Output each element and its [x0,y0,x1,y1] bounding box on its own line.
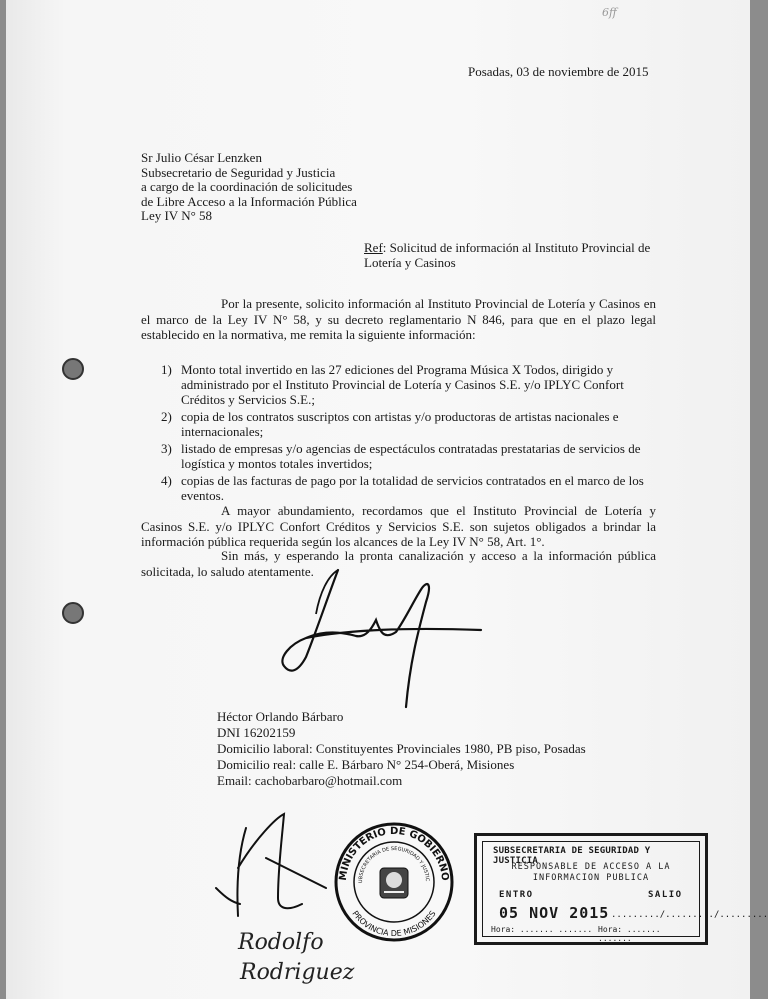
document-page [6,0,768,999]
stamp-subtitle-line: INFORMACION PUBLICA [532,873,650,883]
item-text: listado de empresas y/o agencias de espectáculos contratadas prestatarias de servicios de logística y montos totales invertidos; [181,441,641,471]
seal-bottom-text: PROVINCIA DE MISIONES [350,909,438,939]
item-text: Monto total invertido en las 27 ediciones del Programa Música X Todos, dirigido y administrado por el Instituto Provincial de Lotería y Casinos S.E. y/o IPLYC Confort Créditos y Servicios S.E.; [181,362,624,407]
seal-inner-text: UBSECRETARIA DE SEGURIDAD Y JUSTIC [357,845,431,884]
recipient-line: a cargo de la coordinación de solicitudes [141,179,353,194]
sender-dni: DNI 16202159 [217,725,296,740]
coat-of-arms-icon [380,868,408,898]
stamp-subtitle-line: RESPONSABLE DE ACCESO A LA [511,862,671,872]
stamp-entry-date: 05 NOV 2015 [499,904,610,922]
svg-text:PROVINCIA DE MISIONES [350,909,437,938]
receiver-signature [206,808,336,928]
receipt-stamp-inner [482,841,768,943]
list-item [156,362,658,407]
receiver-name-handwritten-1: Rodolfo [238,930,324,955]
recipient-line: Subsecretario de Seguridad y Justicia [141,164,336,180]
intro-paragraph: Por la presente, solicito información al Instituto Provincial de Lotería y Casinos en el marco de la Ley IV N° 58, y su decreto reglamentario N 846, para que en el plazo legal establecido en la normativa, me remita la siguiente información: [141,296,656,342]
item-text: copia de los contratos suscriptos con artistas y/o productoras de artistas nacionales e internacionales; [181,409,619,439]
item-number: 4) [161,473,172,488]
sender-signature [276,562,486,712]
sender-email: Email: cachobarbaro@hotmail.com [217,773,403,788]
recipient-line: Ley IV N° 58 [141,208,213,223]
seal-outer-text: MINISTERIO DE GOBIERNO [337,825,451,882]
request-list [156,362,658,505]
corner-handwriting: 6ff [602,6,617,19]
item-text: copias de las facturas de pago por la totalidad de servicios contratados en el marco de los eventos. [181,473,644,503]
item-number: 1) [161,362,172,377]
closing-paragraph: Sin más, y esperando la pronta canalización y acceso a la información pública solicitada, lo saludo atentamente. [141,548,656,579]
stamp-hora-exit: Hora: ....... ....... [598,925,661,943]
reference-line [364,240,664,270]
reference-label: Ref [364,240,383,255]
list-item [156,409,658,439]
sender-block [217,709,586,789]
reference-text: : Solicitud de información al Instituto Provincial de Lotería y Casinos [364,240,651,270]
punch-hole-bottom [62,602,84,624]
ministry-round-seal [332,820,456,944]
date-line: Posadas, 03 de noviembre de 2015 [468,64,649,79]
sender-name: Héctor Orlando Bárbaro [217,709,344,724]
recipient-block [141,151,357,224]
second-paragraph: A mayor abundamiento, recordamos que el Instituto Provincial de Lotería y Casinos S.E. y/o IPLYC Confort Créditos y Servicios S.E. son sujetos obligados a brindar la información pública requerida según los alcances de la Ley IV N° 58, Art. 1°. [141,503,656,549]
receiver-name-handwritten-2: Rodriguez [240,960,355,985]
sender-home-address: Domicilio real: calle E. Bárbaro N° 254-Oberá, Misiones [217,757,515,772]
list-item [156,473,658,503]
stamp-exit-date: ........./........./......... [611,910,768,920]
item-number: 3) [161,441,172,456]
recipient-line: de Libre Acceso a la Información Pública [141,193,357,209]
list-item [156,441,658,471]
sender-work-address: Domicilio laboral: Constituyentes Provinciales 1980, PB piso, Posadas [217,741,586,756]
recipient-line: Sr Julio César Lenzken [141,150,262,165]
stamp-hora-entry: Hora: ....... ....... [491,925,593,934]
stamp-subtitle [483,862,699,884]
item-number: 2) [161,409,172,424]
receipt-stamp [474,833,768,945]
punch-hole-top [62,358,84,380]
stamp-salio-label: SALIO [648,890,683,900]
stamp-title: SUBSECRETARIA DE SEGURIDAD Y JUSTICIA [493,846,651,866]
stamp-entro-label: ENTRO [499,890,534,900]
